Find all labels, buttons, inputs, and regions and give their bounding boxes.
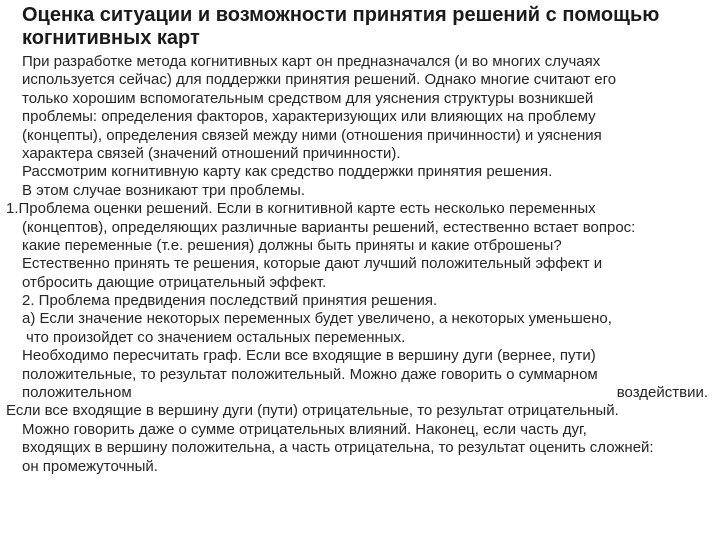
body-line: При разработке метода когнитивных карт он предназначался (и во многих случаях <box>22 53 601 70</box>
body-line: характера связей (значений отношений причинности). <box>22 144 401 162</box>
body-line: Необходимо пересчитать граф. Если все входящие в вершину дуги (вернее, пути) <box>22 347 596 365</box>
body-line: Можно говорить даже о сумме отрицательных влияний. Наконец, если часть дуг, <box>22 420 587 438</box>
body-line: Естественно принять те решения, которые дают лучший положительный эффект и <box>22 255 603 273</box>
body-line: 1.Проблема оценки решений. Если в когнитивной карте есть несколько переменных <box>6 200 596 218</box>
body-line: В этом случае возникают три проблемы. <box>22 181 305 199</box>
body-line: положительные, то результат положительный. Можно даже говорить о суммарном <box>22 365 598 383</box>
body-line-end: воздействии. <box>616 384 708 402</box>
body-line: Если все входящие в вершину дуги (пути) отрицательные, то результат отрицательный. <box>6 402 619 420</box>
body-line: отбросить дающие отрицательный эффект. <box>22 273 327 291</box>
body-line: только хорошим вспомогательным средством для уяснения структуры возникшей <box>22 89 594 107</box>
justified-line <box>0 384 720 402</box>
body-line: 2. Проблема предвидения последствий принятия решения. <box>22 292 438 310</box>
body-line: а) Если значение некоторых переменных будет увеличено, а некоторых уменьшено, <box>22 310 612 328</box>
body-line: Рассмотрим когнитивную карту как средство поддержки принятия решения. <box>22 163 553 181</box>
body-line: какие переменные (т.е. решения) должны быть приняты и какие отброшены? <box>22 236 562 254</box>
body-line: используется сейчас) для поддержки принятия решений. Однако многие считают его <box>22 71 617 89</box>
body-line: что произойдет со значением остальных переменных. <box>26 328 406 346</box>
body-line: проблемы: определения факторов, характеризующих или влияющих на проблему <box>22 108 596 126</box>
body-line: (концептов), определяющих различные варианты решений, естественно встает вопрос: <box>22 218 636 236</box>
slide-body <box>0 53 720 476</box>
body-line: входящих в вершину положительна, а часть отрицательна, то результат оценить сложней: <box>22 439 654 457</box>
slide-title: Оценка ситуации и возможности принятия решений с помощью когнитивных карт <box>22 4 660 49</box>
body-line: он промежуточный. <box>22 457 158 475</box>
body-line: (концепты), определения связей между ними (отношения причинности) и уяснения <box>22 126 602 144</box>
body-line-start: положительном <box>22 384 132 402</box>
